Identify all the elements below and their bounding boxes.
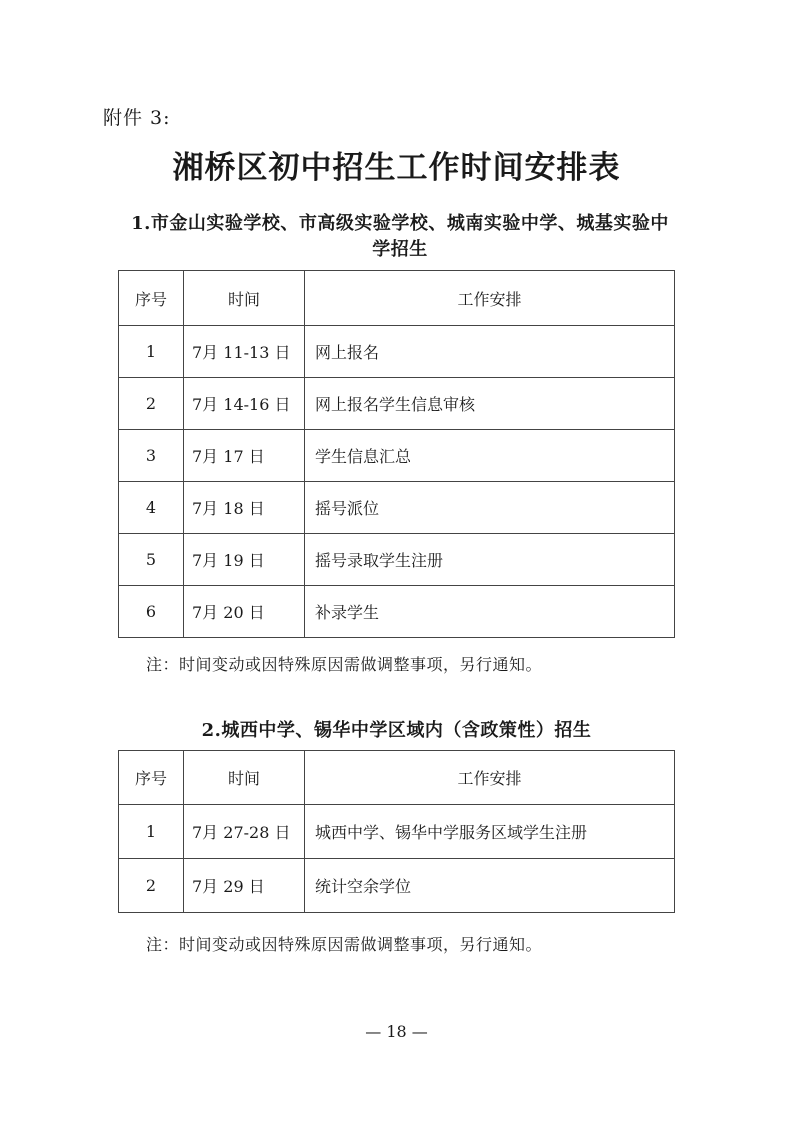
table-row bbox=[119, 534, 675, 586]
row-task: 网上报名 bbox=[305, 326, 675, 378]
header-no: 序号 bbox=[119, 751, 184, 805]
table-row bbox=[119, 430, 675, 482]
row-task: 网上报名学生信息审核 bbox=[305, 378, 675, 430]
header-time: 时间 bbox=[184, 271, 305, 326]
section1-heading-line1: 1.市金山实验学校、市高级实验学校、城南实验中学、城基实验中 bbox=[131, 213, 669, 234]
section1-heading-line2: 学招生 bbox=[372, 239, 428, 260]
row-time: 7月 27-28 日 bbox=[184, 805, 305, 859]
header-no: 序号 bbox=[119, 271, 184, 326]
row-time: 7月 19 日 bbox=[184, 534, 305, 586]
section1-note: 注：时间变动或因特殊原因需做调整事项，另行通知。 bbox=[146, 655, 543, 674]
row-task: 统计空余学位 bbox=[305, 859, 675, 913]
row-task: 摇号派位 bbox=[305, 482, 675, 534]
row-time: 7月 17 日 bbox=[184, 430, 305, 482]
row-time: 7月 14-16 日 bbox=[184, 378, 305, 430]
row-no: 4 bbox=[119, 482, 184, 534]
row-no: 2 bbox=[119, 859, 184, 913]
table-row bbox=[119, 586, 675, 638]
row-task: 补录学生 bbox=[305, 586, 675, 638]
row-no: 3 bbox=[119, 430, 184, 482]
row-no: 1 bbox=[119, 326, 184, 378]
header-time: 时间 bbox=[184, 751, 305, 805]
row-time: 7月 20 日 bbox=[184, 586, 305, 638]
row-no: 2 bbox=[119, 378, 184, 430]
row-time: 7月 11-13 日 bbox=[184, 326, 305, 378]
row-no: 1 bbox=[119, 805, 184, 859]
row-task: 城西中学、锡华中学服务区域学生注册 bbox=[305, 805, 675, 859]
document-title: 湘桥区初中招生工作时间安排表 bbox=[172, 150, 621, 186]
header-task: 工作安排 bbox=[305, 271, 675, 326]
row-task: 摇号录取学生注册 bbox=[305, 534, 675, 586]
table-row bbox=[119, 805, 675, 859]
section1-table bbox=[118, 270, 675, 638]
table-header-row bbox=[119, 751, 675, 805]
row-time: 7月 29 日 bbox=[184, 859, 305, 913]
table-row bbox=[119, 326, 675, 378]
row-task: 学生信息汇总 bbox=[305, 430, 675, 482]
section2-table bbox=[118, 750, 675, 913]
row-no: 6 bbox=[119, 586, 184, 638]
table-row bbox=[119, 482, 675, 534]
header-task: 工作安排 bbox=[305, 751, 675, 805]
row-time: 7月 18 日 bbox=[184, 482, 305, 534]
attachment-label: 附件 3: bbox=[103, 107, 171, 129]
page-number: — 18 — bbox=[365, 1022, 428, 1041]
section1-heading bbox=[100, 211, 700, 263]
table-header-row bbox=[119, 271, 675, 326]
table-row bbox=[119, 859, 675, 913]
section2-heading: 2.城西中学、锡华中学区域内（含政策性）招生 bbox=[201, 720, 592, 741]
row-no: 5 bbox=[119, 534, 184, 586]
section2-note: 注：时间变动或因特殊原因需做调整事项，另行通知。 bbox=[146, 935, 543, 954]
table-row bbox=[119, 378, 675, 430]
